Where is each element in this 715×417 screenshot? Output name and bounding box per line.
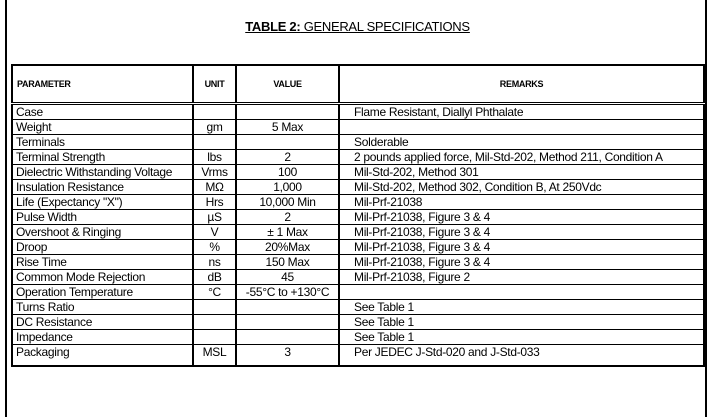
cell-unit [193,135,236,150]
cell-unit [193,330,236,345]
table-row [12,345,704,367]
header-value: VALUE [236,65,339,104]
cell-parameter: Overshoot & Ringing [12,225,193,240]
cell-parameter: Turns Ratio [12,300,193,315]
cell-remarks: Mil-Prf-21038, Figure 3 & 4 [339,255,704,270]
cell-value [236,300,339,315]
table-row [12,330,704,345]
cell-parameter: Insulation Resistance [12,180,193,195]
cell-value: 150 Max [236,255,339,270]
cell-remarks: Mil-Prf-21038, Figure 2 [339,270,704,285]
cell-value: 100 [236,165,339,180]
cell-unit: gm [193,120,236,135]
cell-value: -55°C to +130°C [236,285,339,300]
cell-value [236,330,339,345]
table-row [12,255,704,270]
cell-value: 45 [236,270,339,285]
cell-value [236,315,339,330]
cell-value: 20%Max [236,240,339,255]
table-row [12,195,704,210]
cell-remarks: Mil-Prf-21038 [339,195,704,210]
table-row [12,104,704,120]
table-row [12,240,704,255]
cell-parameter: Packaging [12,345,193,367]
cell-parameter: Pulse Width [12,210,193,225]
cell-unit: ns [193,255,236,270]
cell-unit: V [193,225,236,240]
cell-parameter: Rise Time [12,255,193,270]
cell-remarks: Solderable [339,135,704,150]
cell-unit: Vrms [193,165,236,180]
cell-value: 2 [236,150,339,165]
table-row [12,300,704,315]
cell-remarks: Mil-Prf-21038, Figure 3 & 4 [339,210,704,225]
cell-value [236,104,339,120]
header-parameter: PARAMETER [12,65,193,104]
table-row [12,225,704,240]
cell-parameter: Impedance [12,330,193,345]
table-title-number: TABLE 2: [245,19,301,34]
table-row [12,180,704,195]
cell-value: 10,000 Min [236,195,339,210]
cell-parameter: Case [12,104,193,120]
cell-unit [193,315,236,330]
cell-remarks: See Table 1 [339,330,704,345]
table-row [12,210,704,225]
table-row [12,315,704,330]
table-row [12,120,704,135]
cell-remarks: 2 pounds applied force, Mil-Std-202, Method 211, Condition A [339,150,704,165]
table-row [12,285,704,300]
table-title [0,19,715,34]
cell-unit: lbs [193,150,236,165]
cell-value: 3 [236,345,339,367]
cell-remarks [339,285,704,300]
cell-parameter: Operation Temperature [12,285,193,300]
cell-unit: °C [193,285,236,300]
cell-value: 1,000 [236,180,339,195]
cell-value: ± 1 Max [236,225,339,240]
table-row [12,135,704,150]
table-row [12,150,704,165]
cell-remarks [339,120,704,135]
cell-parameter: Terminal Strength [12,150,193,165]
header-remarks: REMARKS [339,65,704,104]
table-title-text: GENERAL SPECIFICATIONS [300,19,470,34]
cell-unit: MΩ [193,180,236,195]
cell-unit: dB [193,270,236,285]
cell-unit: Hrs [193,195,236,210]
cell-unit: µS [193,210,236,225]
cell-value: 5 Max [236,120,339,135]
cell-unit: % [193,240,236,255]
header-unit: UNIT [193,65,236,104]
cell-remarks: Mil-Prf-21038, Figure 3 & 4 [339,225,704,240]
cell-remarks: See Table 1 [339,300,704,315]
cell-remarks: Per JEDEC J-Std-020 and J-Std-033 [339,345,704,367]
cell-remarks: Flame Resistant, Diallyl Phthalate [339,104,704,120]
cell-remarks: Mil-Std-202, Method 302, Condition B, At 250Vdc [339,180,704,195]
cell-parameter: Common Mode Rejection [12,270,193,285]
specifications-table [11,64,705,367]
cell-unit: MSL [193,345,236,367]
cell-remarks: Mil-Std-202, Method 301 [339,165,704,180]
cell-parameter: Terminals [12,135,193,150]
cell-value [236,135,339,150]
cell-parameter: Droop [12,240,193,255]
cell-parameter: DC Resistance [12,315,193,330]
table-row [12,270,704,285]
cell-parameter: Dielectric Withstanding Voltage [12,165,193,180]
table-row [12,165,704,180]
cell-unit [193,300,236,315]
cell-remarks: See Table 1 [339,315,704,330]
table-header-row [12,65,704,104]
cell-unit [193,104,236,120]
cell-parameter: Life (Expectancy "X") [12,195,193,210]
cell-parameter: Weight [12,120,193,135]
cell-value: 2 [236,210,339,225]
cell-remarks: Mil-Prf-21038, Figure 3 & 4 [339,240,704,255]
